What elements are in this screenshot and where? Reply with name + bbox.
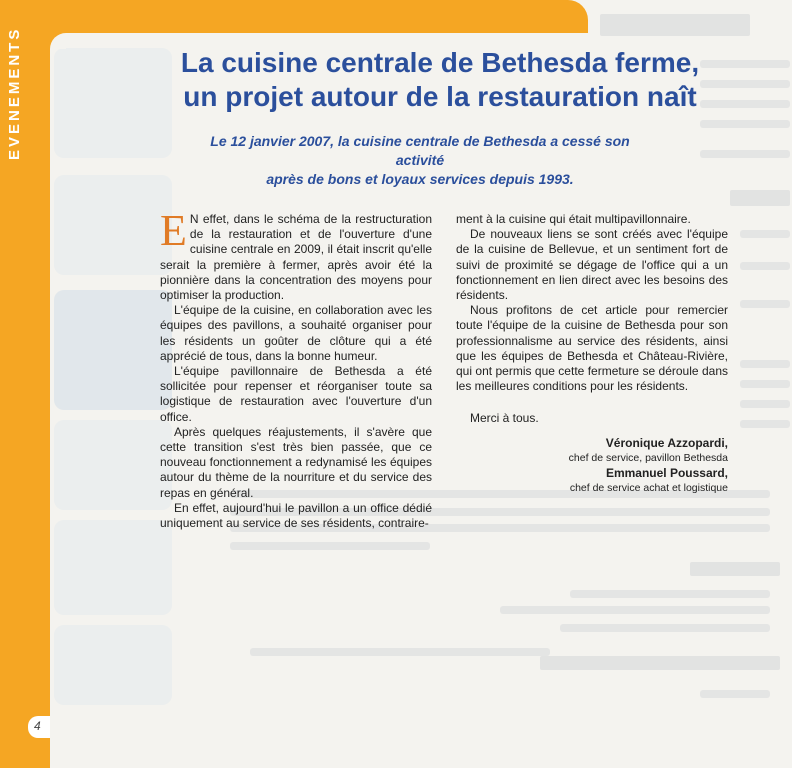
paragraph: En effet, aujourd'hui le pavillon a un office dédié uniquement au service de ses résidents, contraire- [160, 500, 432, 531]
signature-1 [470, 436, 728, 465]
title-line-2: un projet autour de la restauration naît [183, 81, 697, 112]
article-column-right [456, 212, 728, 427]
title-line-1: La cuisine centrale de Bethesda ferme, [180, 47, 700, 78]
signature-name: Véronique Azzopardi, [605, 436, 728, 450]
paragraph: Nous profitons de cet article pour remercier toute l'équipe de la cuisine de Bethesda pour son professionnalisme au service des résidents, ainsi que les équipes de Bethesda et Château-Rivière, qui ont permis que cette fermeture se déroule dans les meilleures conditions pour les résidents. [456, 303, 728, 394]
orange-frame-corner [50, 33, 66, 49]
paragraph-text: N effet, dans le schéma de la restructuration de la restauration et de l'ouverture d'une cuisine centrale en 2009, il était inscrit qu'elle serait la première à fermer, après avoir été la pionnière dans la concentration des moyens pour optimiser la production. [160, 212, 432, 303]
faded-photo [54, 625, 172, 705]
signature-role: chef de service, pavillon Bethesda [568, 452, 728, 464]
article-subtitle [200, 132, 640, 189]
faded-photo [54, 290, 172, 410]
signature-role: chef de service achat et logistique [569, 482, 728, 494]
paragraph: De nouveaux liens se sont créés avec l'équipe de la cuisine de Bellevue, et un sentiment fort de suivi de proximité se dégage de l'office qui a un fonctionnement en lien direct avec les besoins des résidents. [456, 227, 728, 303]
paragraph: L'équipe pavillonnaire de Bethesda a été sollicitée pour repenser et réorganiser toute sa logistique de restauration avec l'ouverture d'un office. [160, 364, 432, 424]
subtitle-line-2: après de bons et loyaux services depuis 1993. [266, 171, 574, 187]
paragraph: L'équipe de la cuisine, en collaboration avec les équipes des pavillons, a souhaité organiser pour les résidents un goûter de clôture qui a été apprécié de tous, dans la bonne humeur. [160, 303, 432, 363]
paragraph: Après quelques réajustements, il s'avère que cette transition s'est très bien passée, que ce nouveau fonctionnement a redynamisé les équipes autour du thème de la nourriture et du service des repas en général. [160, 424, 432, 500]
signature-2 [470, 466, 728, 495]
closing-line: Merci à tous. [470, 411, 539, 426]
section-label: EVENEMENTS [6, 26, 23, 160]
drop-cap: E [160, 206, 187, 255]
paragraph [160, 206, 432, 303]
faded-photo [54, 175, 172, 275]
article-column-left [160, 206, 432, 531]
paragraph: ment à la cuisine qui était multipavillonnaire. [456, 212, 691, 226]
signature-name: Emmanuel Poussard, [605, 466, 728, 480]
article-title [120, 46, 760, 114]
subtitle-line-1: Le 12 janvier 2007, la cuisine centrale de Bethesda a cessé son activité [210, 133, 630, 168]
faded-photo [54, 520, 172, 615]
orange-frame-top [0, 0, 588, 33]
page-number: 4 [34, 719, 41, 733]
faded-photo [54, 420, 172, 510]
